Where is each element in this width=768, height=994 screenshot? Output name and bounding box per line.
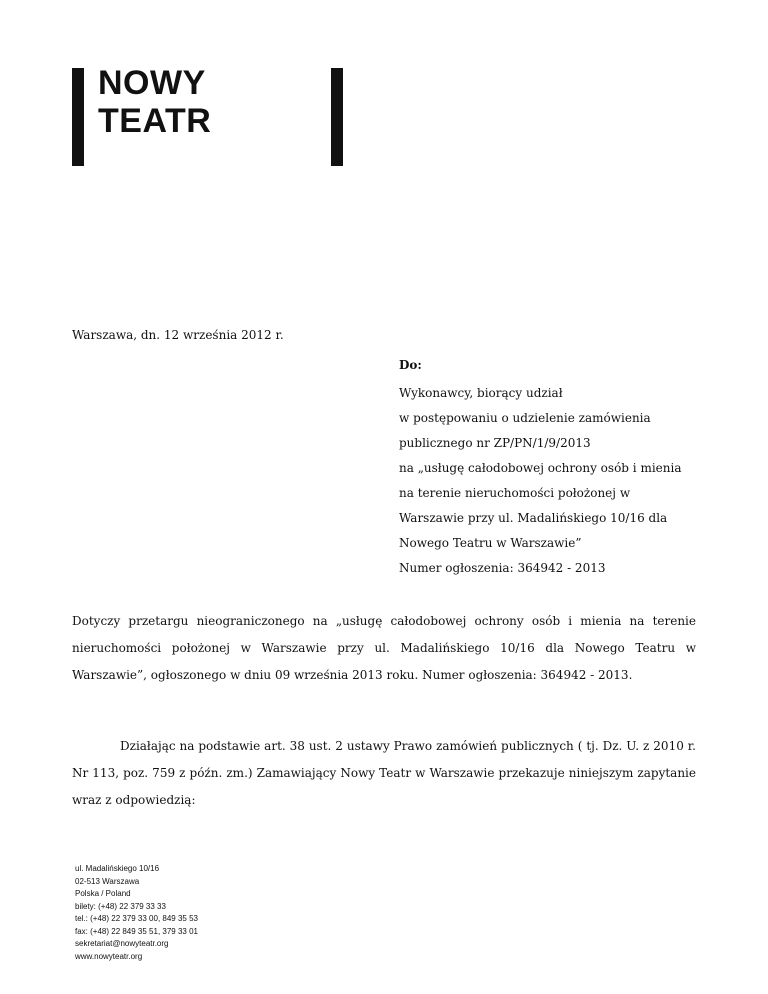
recipient-line: w postępowaniu o udzielenie zamówienia <box>399 411 651 425</box>
recipient-line: na terenie nieruchomości położonej w <box>399 486 631 500</box>
recipient-label: Do: <box>399 358 422 372</box>
logo-bar-left <box>72 68 84 166</box>
footer-fax: fax: (+48) 22 849 35 51, 379 33 01 <box>75 926 198 936</box>
recipient-line: Warszawie przy ul. Madalińskiego 10/16 dla <box>399 511 668 525</box>
logo-text-line-2: TEATR <box>98 102 212 140</box>
body-paragraph: Działając na podstawie art. 38 ust. 2 ustawy Prawo zamówień publicznych ( tj. Dz. U. z 2010 r. Nr 113, poz. 759 z późn. zm.) Zamawiający Nowy Teatr w Warszawie przekazuje niniejszym zapytanie wraz z odpowiedzią: <box>72 739 696 807</box>
logo-bar-right <box>331 68 343 166</box>
footer-email: sekretariat@nowyteatr.org <box>75 939 169 948</box>
footer-phone: tel.: (+48) 22 379 33 00, 849 35 53 <box>75 914 198 923</box>
recipient-line: Numer ogłoszenia: 364942 - 2013 <box>399 561 606 575</box>
logo-text-line-1: NOWY <box>98 64 206 102</box>
footer-address-street: ul. Madalińskiego 10/16 <box>75 864 160 873</box>
footer-website: www.nowyteatr.org <box>75 951 143 961</box>
footer-tickets: bilety: (+48) 22 379 33 33 <box>75 901 166 911</box>
recipient-line: Wykonawcy, biorący udział <box>399 386 563 400</box>
footer-country: Polska / Poland <box>75 889 131 898</box>
letter-date: Warszawa, dn. 12 września 2012 r. <box>72 328 284 342</box>
recipient-line: na „usługę całodobowej ochrony osób i mienia <box>399 461 682 475</box>
recipient-line: Nowego Teatru w Warszawie” <box>399 536 582 550</box>
recipient-line: publicznego nr ZP/PN/1/9/2013 <box>399 436 591 450</box>
subject-paragraph: Dotyczy przetargu nieograniczonego na „usługę całodobowej ochrony osób i mienia na terenie nieruchomości położonej w Warszawie przy ul. Madalińskiego 10/16 dla Nowego Teatru w Warszawie”, ogłoszonego w dniu 09 września 2013 roku. Numer ogłoszenia: 364942 - 2013. <box>72 614 696 682</box>
footer-address-city: 02-513 Warszawa <box>75 876 140 886</box>
footer-contact <box>75 863 198 963</box>
